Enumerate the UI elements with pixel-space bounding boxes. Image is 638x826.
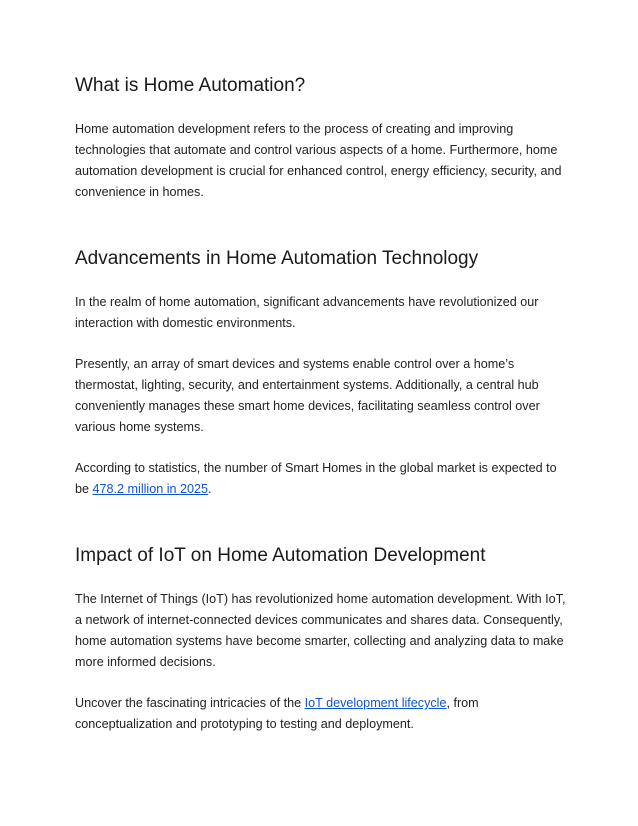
heading-advancements: Advancements in Home Automation Technology [75, 248, 479, 269]
document-content [75, 72, 570, 735]
lifecycle-text: Uncover the fascinating intricacies of the [75, 696, 305, 710]
paragraph-definition: Home automation development refers to the process of creating and improving technologies that automate and control various aspects of a home. Furthermore, home automation development is crucial for enhanced control, energy efficiency, security, and convenience in homes. [75, 122, 562, 199]
paragraph-iot-lifecycle [75, 693, 570, 735]
heading-impact-of-iot: Impact of IoT on Home Automation Development [75, 545, 486, 566]
heading-what-is-home-automation: What is Home Automation? [75, 75, 306, 96]
statistics-text-end: . [208, 482, 212, 496]
iot-lifecycle-link[interactable]: IoT development lifecycle [304, 696, 447, 710]
paragraph-advancements-intro: In the realm of home automation, significant advancements have revolutionized our interaction with domestic environments. [75, 295, 539, 330]
paragraph-statistics [75, 458, 570, 500]
paragraph-iot-impact: The Internet of Things (IoT) has revolutionized home automation development. With IoT, a network of internet-connected devices communicates and shares data. Consequently, home automation systems have become smarter, collecting and analyzing data to make more informed decisions. [75, 592, 566, 669]
statistics-text: According to statistics, the number of Smart Homes in the global market is expected to be [75, 461, 557, 496]
paragraph-smart-devices: Presently, an array of smart devices and systems enable control over a home’s thermostat, lighting, security, and entertainment systems. Additionally, a central hub conveniently manages these smart home devices, facilitating seamless control over various home systems. [75, 357, 540, 434]
lifecycle-text-end: , from conceptualization and prototyping to testing and deployment. [75, 696, 479, 731]
statistics-link[interactable]: 478.2 million in 2025 [92, 482, 209, 496]
